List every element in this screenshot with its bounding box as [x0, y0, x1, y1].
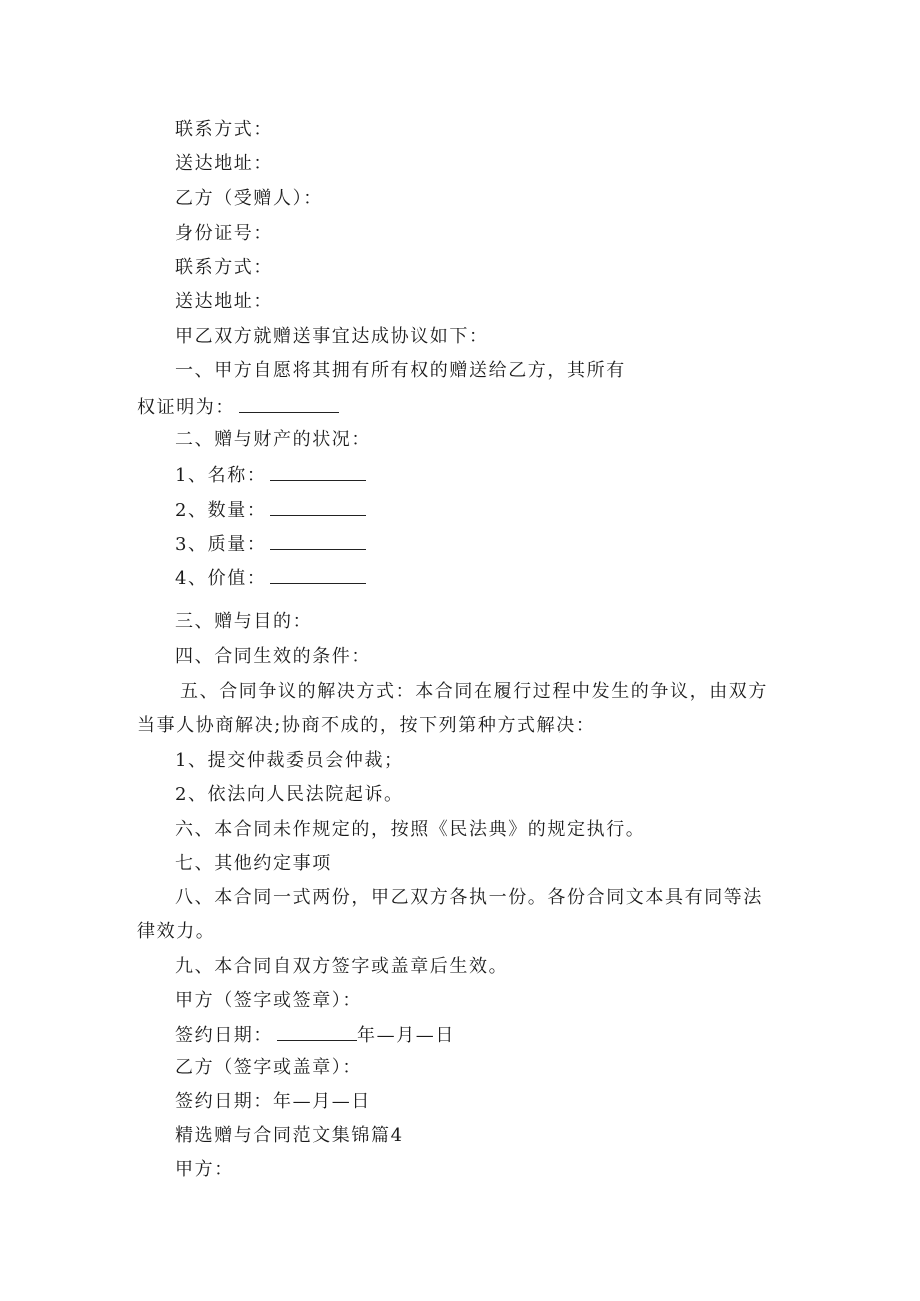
item-name-label: 1、名称：	[175, 465, 267, 486]
item-name-line	[175, 462, 366, 488]
item-value-label: 4、价值：	[175, 568, 267, 589]
id-number-line: 身份证号：	[175, 223, 273, 244]
clause5-line1: 五、合同争议的解决方式：本合同在履行过程中发生的争议，由双方	[180, 681, 768, 702]
sign-date-a-blank	[277, 1022, 357, 1041]
item-quality-line	[175, 531, 366, 557]
clause3-line: 三、赠与目的：	[175, 611, 313, 632]
clause7-line: 七、其他约定事项	[175, 853, 332, 874]
clause8-line1: 八、本合同一式两份，甲乙双方各执一份。各份合同文本具有同等法	[175, 887, 763, 908]
clause1-line2	[137, 394, 339, 420]
sign-date-b-line: 签约日期：年—月—日	[175, 1091, 371, 1112]
party-b-signature-line: 乙方（签字或盖章）：	[175, 1057, 362, 1078]
resolve-option1-line: 1、提交仲裁委员会仲裁；	[175, 750, 404, 771]
item-quality-blank	[270, 531, 366, 550]
item-quality-label: 3、质量：	[175, 534, 267, 555]
section-title: 精选赠与合同范文集锦篇4	[175, 1125, 404, 1146]
clause1-line1: 一、甲方自愿将其拥有所有权的赠送给乙方，其所有	[175, 360, 626, 381]
next-party-a-line: 甲方：	[175, 1159, 234, 1180]
sign-date-a-label: 签约日期：	[175, 1025, 273, 1046]
address-b-line: 送达地址：	[175, 291, 273, 312]
clause6-line: 六、本合同未作规定的，按照《民法典》的规定执行。	[175, 819, 646, 840]
sign-date-a-suffix: 年—月—日	[357, 1025, 455, 1046]
clause4-line: 四、合同生效的条件：	[175, 646, 371, 667]
item-value-line	[175, 565, 366, 591]
contact-a-line: 联系方式：	[175, 119, 273, 140]
ownership-proof-blank	[239, 394, 339, 413]
item-value-blank	[270, 565, 366, 584]
clause2-line: 二、赠与财产的状况：	[175, 429, 371, 450]
clause9-line: 九、本合同自双方签字或盖章后生效。	[175, 956, 509, 977]
address-a-line: 送达地址：	[175, 153, 273, 174]
clause5-line2: 当事人协商解决;协商不成的，按下列第种方式解决：	[137, 715, 596, 736]
item-quantity-label: 2、数量：	[175, 500, 267, 521]
item-quantity-line	[175, 497, 366, 523]
party-a-signature-line: 甲方（签字或签章）：	[175, 990, 362, 1011]
sign-date-a-line	[175, 1022, 455, 1048]
item-quantity-blank	[270, 497, 366, 516]
clause8-line2: 律效力。	[137, 921, 216, 942]
contact-b-line: 联系方式：	[175, 257, 273, 278]
agreement-intro-line: 甲乙双方就赠送事宜达成协议如下：	[175, 326, 489, 347]
resolve-option2-line: 2、依法向人民法院起诉。	[175, 784, 404, 805]
party-b-line: 乙方（受赠人）：	[175, 188, 323, 209]
item-name-blank	[270, 462, 366, 481]
ownership-proof-label: 权证明为：	[137, 397, 235, 418]
